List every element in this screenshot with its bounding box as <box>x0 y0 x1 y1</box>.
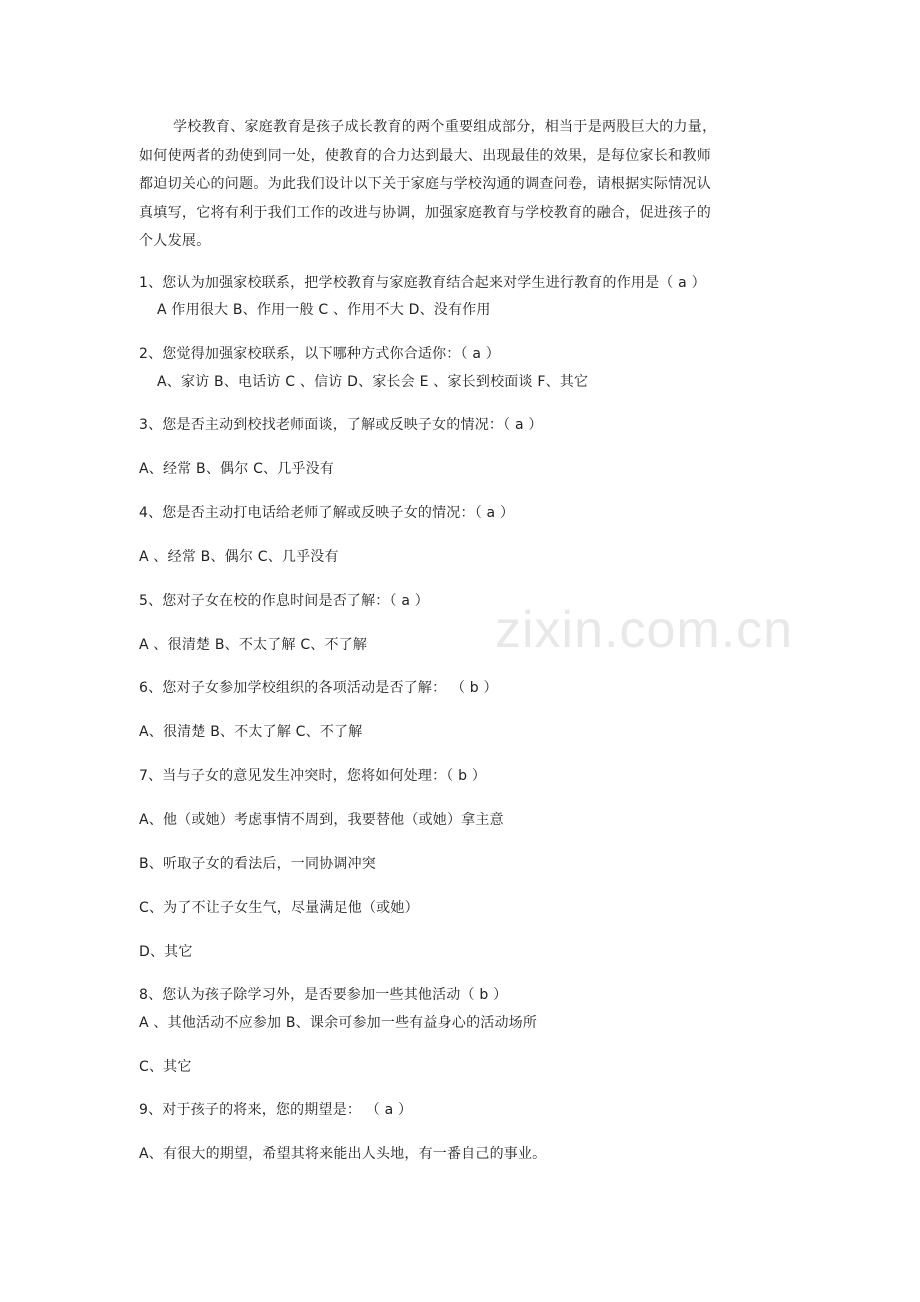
question-3: 3、您是否主动到校找老师面谈，了解或反映子女的情况：（ a ） <box>139 417 543 433</box>
question-8-option-c: C、其它 <box>139 1059 192 1075</box>
question-7-option-a: A、他（或她）考虑事情不周到，我要替他（或她）拿主意 <box>139 812 504 828</box>
question-4-options: A 、经常 B、偶尔 C、几乎没有 <box>139 549 339 565</box>
watermark: zixin.com.cn <box>495 601 794 659</box>
question-9: 9、对于孩子的将来，您的期望是： （ a ） <box>139 1102 413 1118</box>
intro-line: 个人发展。 <box>139 233 211 249</box>
question-5-options: A 、很清楚 B、不太了解 C、不了解 <box>139 637 368 653</box>
question-9-option-a: A、有很大的期望，希望其将来能出人头地，有一番自己的事业。 <box>139 1146 547 1162</box>
intro-line: 都迫切关心的问题。为此我们设计以下关于家庭与学校沟通的调查问卷，请根据实际情况认 <box>139 176 711 192</box>
question-4: 4、您是否主动打电话给老师了解或反映子女的情况：（ a ） <box>139 505 515 521</box>
question-8: 8、您认为孩子除学习外，是否要参加一些其他活动（ b ） <box>139 987 508 1003</box>
intro-paragraph <box>139 113 784 256</box>
question-7-option-d: D、其它 <box>139 944 193 960</box>
question-2-options: A、家访 B、电话访 C 、信访 D、家长会 E 、家长到校面谈 F、其它 <box>157 374 589 390</box>
intro-line: 如何使两者的劲使到同一处，使教育的合力达到最大、出现最佳的效果，是每位家长和教师 <box>139 147 711 164</box>
question-3-options: A、经常 B、偶尔 C、几乎没有 <box>139 461 335 477</box>
intro-line: 学校教育、家庭教育是孩子成长教育的两个重要组成部分，相当于是两股巨大的力量， <box>173 119 717 135</box>
question-8-options: A 、其他活动不应参加 B、课余可参加一些有益身心的活动场所 <box>139 1015 538 1031</box>
question-6: 6、您对子女参加学校组织的各项活动是否了解： （ b ） <box>139 680 498 696</box>
question-1: 1、您认为加强家校联系，把学校教育与家庭教育结合起来对学生进行教育的作用是（ a ） <box>139 275 706 291</box>
question-6-options: A、很清楚 B、不太了解 C、不了解 <box>139 724 363 740</box>
question-2: 2、您觉得加强家校联系，以下哪种方式你合适你：（ a ） <box>139 346 500 362</box>
question-1-options: A 作用很大 B、作用一般 C 、作用不大 D、没有作用 <box>157 302 491 318</box>
question-5: 5、您对子女在校的作息时间是否了解：（ a ） <box>139 593 429 609</box>
question-7: 7、当与子女的意见发生冲突时，您将如何处理：（ b ） <box>139 768 487 784</box>
intro-line: 真填写，它将有利于我们工作的改进与协调，加强家庭教育与学校教育的融合，促进孩子的 <box>139 204 711 221</box>
question-7-option-b: B、听取子女的看法后，一同协调冲突 <box>139 856 377 872</box>
question-7-option-c: C、为了不让子女生气，尽量满足他（或她） <box>139 900 419 916</box>
